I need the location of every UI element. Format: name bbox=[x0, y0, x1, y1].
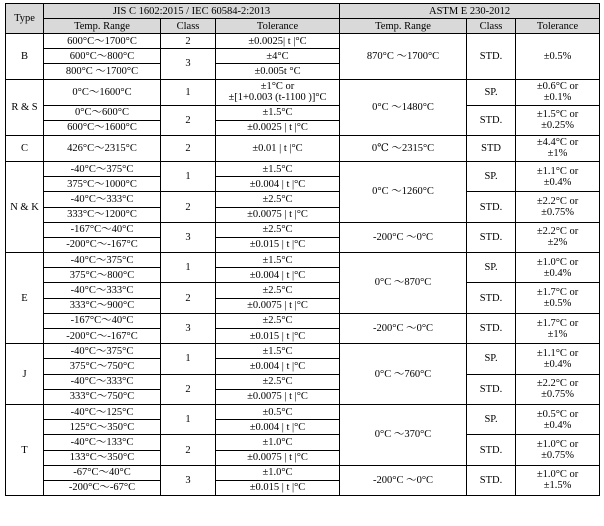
jis-temp-range-cell: 600°C～1600°C bbox=[44, 120, 161, 135]
jis-tolerance-cell: ±1.5°C bbox=[216, 105, 340, 120]
table-row bbox=[6, 344, 600, 359]
astm-tolerance-cell: ±1.1°C or ±0.4% bbox=[516, 344, 600, 374]
jis-temp-range-cell: 333°C～900°C bbox=[44, 298, 161, 313]
table-row bbox=[6, 283, 600, 298]
jis-class-cell: 2 bbox=[161, 192, 216, 222]
jis-tolerance-cell: ±1.5°C bbox=[216, 161, 340, 176]
header-jis-standard: JIS C 1602:2015 / IEC 60584-2:2013 bbox=[44, 4, 340, 19]
jis-temp-range-cell: 375°C～800°C bbox=[44, 268, 161, 283]
header-astm-temp-range: Temp. Range bbox=[340, 19, 467, 34]
jis-tolerance-cell: ±1°C or ±[1+0.003 (t-1100 )]°C bbox=[216, 79, 340, 105]
astm-tolerance-cell: ±0.5°C or ±0.4% bbox=[516, 404, 600, 434]
astm-temp-range-cell: -200°C ～0°C bbox=[340, 222, 467, 252]
jis-temp-range-cell: 333°C～750°C bbox=[44, 389, 161, 404]
jis-temp-range-cell: -167°C～40°C bbox=[44, 222, 161, 237]
jis-temp-range-cell: -200°C～-167°C bbox=[44, 329, 161, 344]
astm-tolerance-cell: ±1.5°C or ±0.25% bbox=[516, 105, 600, 135]
jis-class-cell: 1 bbox=[161, 344, 216, 374]
table-row bbox=[6, 105, 600, 120]
astm-tolerance-cell: ±2.2°C or ±0.75% bbox=[516, 192, 600, 222]
astm-temp-range-cell: 0°C ～1480°C bbox=[340, 79, 467, 135]
jis-class-cell: 3 bbox=[161, 465, 216, 495]
header-jis-temp-range: Temp. Range bbox=[44, 19, 161, 34]
jis-class-cell: 3 bbox=[161, 313, 216, 343]
jis-temp-range-cell: 0°C～1600°C bbox=[44, 79, 161, 105]
jis-class-cell: 1 bbox=[161, 253, 216, 283]
jis-tolerance-cell: ±0.0025| t |°C bbox=[216, 34, 340, 49]
astm-temp-range-cell: 0°C ～870°C bbox=[340, 253, 467, 314]
astm-class-cell: STD. bbox=[467, 374, 516, 404]
astm-class-cell: STD bbox=[467, 135, 516, 161]
jis-tolerance-cell: ±0.0075 | t |°C bbox=[216, 207, 340, 222]
astm-tolerance-cell: ±1.0°C or ±0.75% bbox=[516, 435, 600, 465]
thermocouple-tolerance-table bbox=[5, 3, 600, 496]
jis-tolerance-cell: ±2.5°C bbox=[216, 283, 340, 298]
jis-tolerance-cell: ±0.004 | t |°C bbox=[216, 420, 340, 435]
jis-tolerance-cell: ±4°C bbox=[216, 49, 340, 64]
jis-temp-range-cell: 375°C～750°C bbox=[44, 359, 161, 374]
jis-temp-range-cell: -40°C～375°C bbox=[44, 253, 161, 268]
astm-tolerance-cell: ±2.2°C or ±0.75% bbox=[516, 374, 600, 404]
jis-tolerance-cell: ±0.004 | t |°C bbox=[216, 177, 340, 192]
header-type: Type bbox=[6, 4, 44, 34]
jis-temp-range-cell: 133°C～350°C bbox=[44, 450, 161, 465]
jis-temp-range-cell: 125°C～350°C bbox=[44, 420, 161, 435]
jis-tolerance-cell: ±1.5°C bbox=[216, 253, 340, 268]
jis-temp-range-cell: 800°C ～1700°C bbox=[44, 64, 161, 79]
jis-tolerance-cell: ±0.0075 | t |°C bbox=[216, 298, 340, 313]
type-cell: N & K bbox=[6, 161, 44, 252]
jis-temp-range-cell: 375°C～1000°C bbox=[44, 177, 161, 192]
astm-temp-range-cell: -200°C ～0°C bbox=[340, 465, 467, 495]
header-jis-tolerance: Tolerance bbox=[216, 19, 340, 34]
astm-class-cell: SP. bbox=[467, 404, 516, 434]
type-cell: C bbox=[6, 135, 44, 161]
astm-class-cell: STD. bbox=[467, 222, 516, 252]
astm-tolerance-cell: ±1.7°C or ±0.5% bbox=[516, 283, 600, 313]
jis-tolerance-cell: ±0.004 | t |°C bbox=[216, 359, 340, 374]
astm-class-cell: STD. bbox=[467, 34, 516, 80]
table-row bbox=[6, 79, 600, 105]
jis-tolerance-cell: ±0.5°C bbox=[216, 404, 340, 419]
type-cell: T bbox=[6, 404, 44, 495]
jis-tolerance-cell: ±0.01 | t |°C bbox=[216, 135, 340, 161]
astm-tolerance-cell: ±1.0°C or ±1.5% bbox=[516, 465, 600, 495]
table-row bbox=[6, 435, 600, 450]
jis-temp-range-cell: 600°C～1700°C bbox=[44, 34, 161, 49]
astm-temp-range-cell: 0°C ～760°C bbox=[340, 344, 467, 405]
jis-temp-range-cell: 333°C～1200°C bbox=[44, 207, 161, 222]
jis-class-cell: 2 bbox=[161, 374, 216, 404]
table-row bbox=[6, 374, 600, 389]
jis-tolerance-cell: ±1.5°C bbox=[216, 344, 340, 359]
table-row bbox=[6, 222, 600, 237]
type-cell: B bbox=[6, 34, 44, 80]
jis-tolerance-cell: ±2.5°C bbox=[216, 192, 340, 207]
jis-tolerance-cell: ±2.5°C bbox=[216, 313, 340, 328]
header-astm-tolerance: Tolerance bbox=[516, 19, 600, 34]
jis-tolerance-cell: ±1.0°C bbox=[216, 435, 340, 450]
jis-temp-range-cell: -40°C～333°C bbox=[44, 192, 161, 207]
jis-class-cell: 2 bbox=[161, 105, 216, 135]
jis-class-cell: 2 bbox=[161, 435, 216, 465]
astm-temp-range-cell: 870°C ～1700°C bbox=[340, 34, 467, 80]
header-jis-class: Class bbox=[161, 19, 216, 34]
jis-temp-range-cell: -200°C～-167°C bbox=[44, 237, 161, 252]
type-cell: J bbox=[6, 344, 44, 405]
jis-temp-range-cell: -167°C～40°C bbox=[44, 313, 161, 328]
jis-class-cell: 2 bbox=[161, 34, 216, 49]
table-row bbox=[6, 34, 600, 49]
astm-class-cell: STD. bbox=[467, 283, 516, 313]
jis-tolerance-cell: ±0.015 | t |°C bbox=[216, 237, 340, 252]
jis-tolerance-cell: ±0.015 | t |°C bbox=[216, 329, 340, 344]
table-row bbox=[6, 253, 600, 268]
jis-tolerance-cell: ±0.004 | t |°C bbox=[216, 268, 340, 283]
astm-temp-range-cell: 0℃ ～2315°C bbox=[340, 135, 467, 161]
astm-tolerance-cell: ±1.1°C or ±0.4% bbox=[516, 161, 600, 191]
jis-class-cell: 1 bbox=[161, 161, 216, 191]
jis-temp-range-cell: 0°C～600°C bbox=[44, 105, 161, 120]
astm-tolerance-cell: ±1.0°C or ±0.4% bbox=[516, 253, 600, 283]
astm-class-cell: STD. bbox=[467, 105, 516, 135]
astm-temp-range-cell: -200°C ～0°C bbox=[340, 313, 467, 343]
astm-tolerance-cell: ±0.5% bbox=[516, 34, 600, 80]
header-astm-standard: ASTM E 230-2012 bbox=[340, 4, 600, 19]
jis-temp-range-cell: -200°C～-67°C bbox=[44, 480, 161, 495]
jis-tolerance-cell: ±2.5°C bbox=[216, 374, 340, 389]
jis-class-cell: 2 bbox=[161, 283, 216, 313]
jis-temp-range-cell: -67°C～40°C bbox=[44, 465, 161, 480]
jis-class-cell: 1 bbox=[161, 79, 216, 105]
jis-class-cell: 3 bbox=[161, 49, 216, 79]
astm-temp-range-cell: 0°C ～1260°C bbox=[340, 161, 467, 222]
type-cell: E bbox=[6, 253, 44, 344]
header-astm-class: Class bbox=[467, 19, 516, 34]
astm-tolerance-cell: ±2.2°C or ±2% bbox=[516, 222, 600, 252]
astm-class-cell: SP. bbox=[467, 344, 516, 374]
jis-tolerance-cell: ±0.005t °C bbox=[216, 64, 340, 79]
astm-class-cell: SP. bbox=[467, 253, 516, 283]
jis-temp-range-cell: 600°C～800°C bbox=[44, 49, 161, 64]
jis-tolerance-cell: ±0.0075 | t |°C bbox=[216, 450, 340, 465]
jis-temp-range-cell: -40°C～125°C bbox=[44, 404, 161, 419]
astm-tolerance-cell: ±4.4°C or ±1% bbox=[516, 135, 600, 161]
jis-temp-range-cell: -40°C～333°C bbox=[44, 374, 161, 389]
astm-tolerance-cell: ±1.7°C or ±1% bbox=[516, 313, 600, 343]
jis-tolerance-cell: ±0.0025 | t |°C bbox=[216, 120, 340, 135]
astm-class-cell: SP. bbox=[467, 79, 516, 105]
jis-temp-range-cell: 426°C～2315°C bbox=[44, 135, 161, 161]
jis-tolerance-cell: ±0.015 | t |°C bbox=[216, 480, 340, 495]
table-row bbox=[6, 313, 600, 328]
jis-temp-range-cell: -40°C～133°C bbox=[44, 435, 161, 450]
table-row bbox=[6, 192, 600, 207]
table-body bbox=[6, 34, 600, 496]
astm-class-cell: SP. bbox=[467, 161, 516, 191]
table-row bbox=[6, 161, 600, 176]
table-header bbox=[6, 4, 600, 34]
jis-class-cell: 3 bbox=[161, 222, 216, 252]
jis-temp-range-cell: -40°C～375°C bbox=[44, 344, 161, 359]
table-row bbox=[6, 465, 600, 480]
jis-class-cell: 2 bbox=[161, 135, 216, 161]
astm-tolerance-cell: ±0.6°C or ±0.1% bbox=[516, 79, 600, 105]
table-row bbox=[6, 135, 600, 161]
astm-class-cell: STD. bbox=[467, 192, 516, 222]
astm-class-cell: STD. bbox=[467, 465, 516, 495]
jis-temp-range-cell: -40°C～375°C bbox=[44, 161, 161, 176]
jis-temp-range-cell: -40°C～333°C bbox=[44, 283, 161, 298]
astm-class-cell: STD. bbox=[467, 313, 516, 343]
jis-class-cell: 1 bbox=[161, 404, 216, 434]
astm-temp-range-cell: 0°C ～370°C bbox=[340, 404, 467, 465]
jis-tolerance-cell: ±2.5°C bbox=[216, 222, 340, 237]
table-row bbox=[6, 404, 600, 419]
astm-class-cell: STD. bbox=[467, 435, 516, 465]
jis-tolerance-cell: ±0.0075 | t |°C bbox=[216, 389, 340, 404]
jis-tolerance-cell: ±1.0°C bbox=[216, 465, 340, 480]
type-cell: R & S bbox=[6, 79, 44, 135]
